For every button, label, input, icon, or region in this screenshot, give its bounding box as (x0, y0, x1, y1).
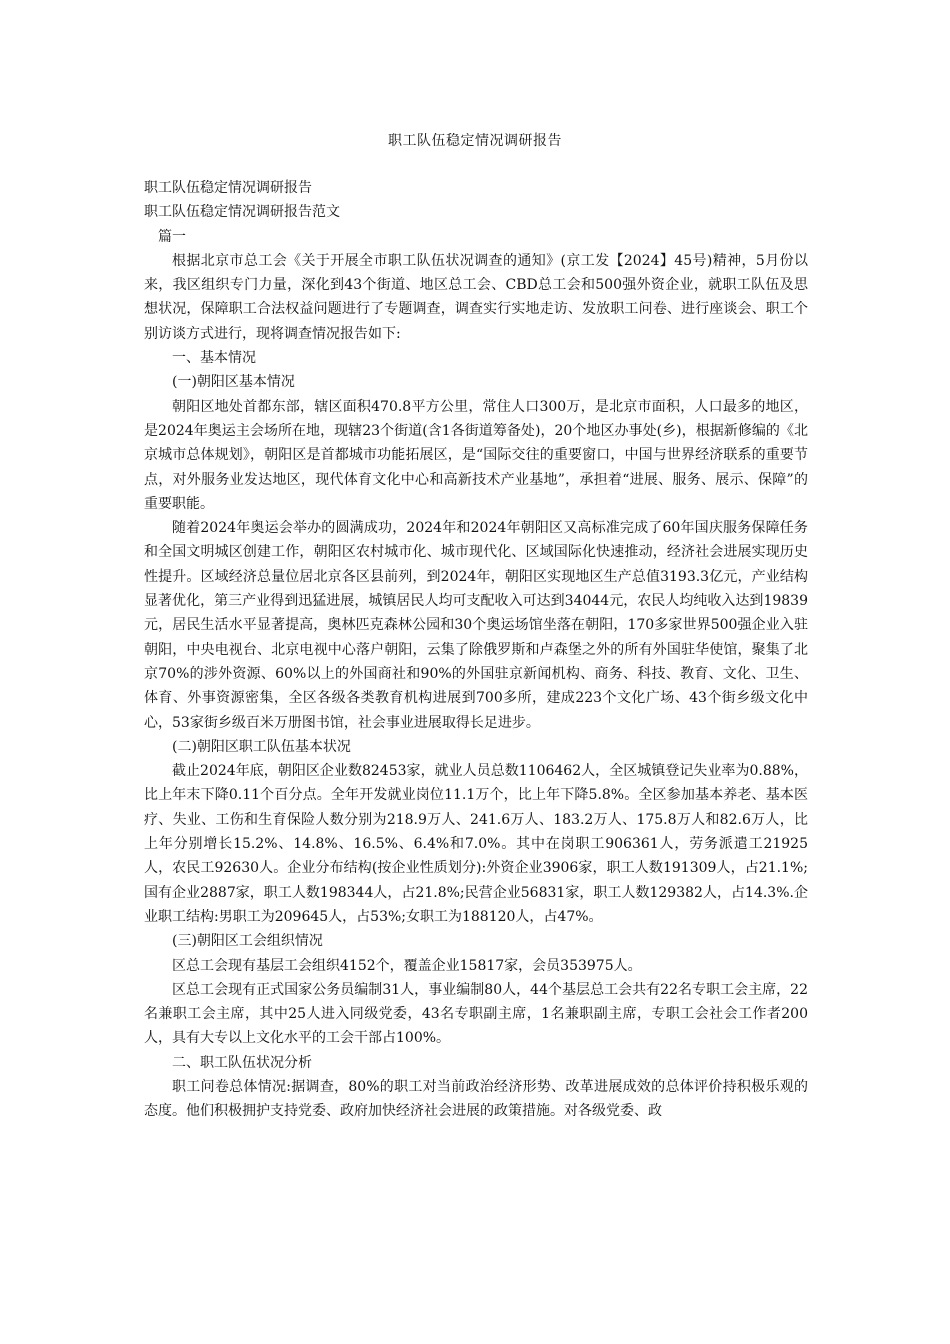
subsection-2-heading: (二)朝阳区职工队伍基本状况 (172, 738, 351, 755)
part-label: 篇一 (158, 228, 186, 245)
subsection-3-paragraph-1: 区总工会现有基层工会组织4152个，覆盖企业15817家，会员353975人。 (172, 957, 642, 974)
subsection-3-heading: (三)朝阳区工会组织情况 (172, 933, 323, 950)
subsection-1-paragraph-1: 朝阳区地处首都东部，辖区面积470.8平方公里，常住人口300万，是北京市面积，人口最多的地区，是2024年奥运主会场所在地，现辖23个街道(含1各街道筹备处)，20个地区办事处(乡)，根据新修编的《北京城市总体规划》，朝阳区是首都城市功能拓展区，是“国际交往的重要窗口，中国与世界经济联系的重要节点，对外服务业发达地区，现代体育文化中心和高新技术产业基地”，承担着“进展、服务、展示、保障”的重要职能。 (144, 398, 808, 512)
subsection-1-paragraph-2: 随着2024年奥运会举办的圆满成功，2024年和2024年朝阳区又高标准完成了60年国庆服务保障任务和全国文明城区创建工作，朝阳区农村城市化、城市现代化、区域国际化快速推动，经济社会进展实现历史性提升。区域经济总量位居北京各区县前列，到2024年，朝阳区实现地区生产总值3193.3亿元，产业结构显著优化，第三产业得到迅猛进展，城镇居民人均可支配收入可达到34044元，农民人均纯收入达到19839元，居民生活水平显著提高，奥林匹克森林公园和30个奥运场馆坐落在朝阳，170多家世界500强企业入驻朝阳，中央电视台、北京电视中心落户朝阳，云集了除俄罗斯和卢森堡之外的所有外国驻华使馆，聚集了北京70%的涉外资源、60%以上的外国商社和90%的外国驻京新闻机构、商务、科技、教育、文化、卫生、体育、外事资源密集，全区各级各类教育机构进展到700多所，建成223个文化广场、43个街乡级文化中心，53家街乡级百米万册图书馆，社会事业进展取得长足进步。 (144, 520, 808, 731)
document-body (144, 176, 808, 1124)
heading-line-1: 职工队伍稳定情况调研报告 (144, 180, 312, 196)
section-1-heading: 一、基本情况 (172, 350, 256, 367)
subsection-3-paragraph-2: 区总工会现有正式国家公务员编制31人，事业编制80人，44个基层总工会共有22名专职工会主席，22名兼职工会主席，其中25人进入同级党委，43名专职副主席，1名兼职副主席，专职工会社会工作者200人，具有大专以上文化水平的工会干部占100%。 (144, 981, 808, 1047)
section-2-paragraph-1: 职工问卷总体情况:据调查，80%的职工对当前政治经济形势、改革进展成效的总体评价持积极乐观的态度。他们积极拥护支持党委、政府加快经济社会进展的政策措施。对各级党委、政 (144, 1078, 808, 1120)
heading-line-2: 职工队伍稳定情况调研报告范文 (144, 204, 340, 221)
section-2-heading: 二、职工队伍状况分析 (172, 1054, 312, 1071)
intro-paragraph: 根据北京市总工会《关于开展全市职工队伍状况调查的通知》(京工发【2024】45号)精神，5月份以来，我区组织专门力量，深化到43个街道、地区总工会、CBD总工会和500强外资企业，就职工队伍及思想状况，保障职工合法权益问题进行了专题调查，调查实行实地走访、发放职工问卷、进行座谈会、职工个别访谈方式进行，现将调查情况报告如下: (144, 252, 808, 342)
subsection-1-heading: (一)朝阳区基本情况 (172, 374, 295, 391)
subsection-2-paragraph-1: 截止2024年底，朝阳区企业数82453家，就业人员总数1106462人，全区城镇登记失业率为0.88%，比上年末下降0.11个百分点。全年开发就业岗位11.1万个，比上年下降5.8%。全区参加基本养老、基本医疗、失业、工伤和生育保险人数分别为218.9万人、241.6万人、183.2万人、175.8万人和82.6万人，比上年分别增长15.2%、14.8%、16.5%、6.4%和7.0%。其中在岗职工906361人，劳务派遣工21925人，农民工92630人。企业分布结构(按企业性质划分):外资企业3906家，职工人数191309人，占21.1%;国有企业2887家，职工人数198344人，占21.8%;民营企业56831家，职工人数129382人，占14.3%.企业职工结构:男职工为209645人，占53%;女职工为188120人，占47%。 (144, 763, 808, 925)
document-title: 职工队伍稳定情况调研报告 (388, 133, 562, 149)
